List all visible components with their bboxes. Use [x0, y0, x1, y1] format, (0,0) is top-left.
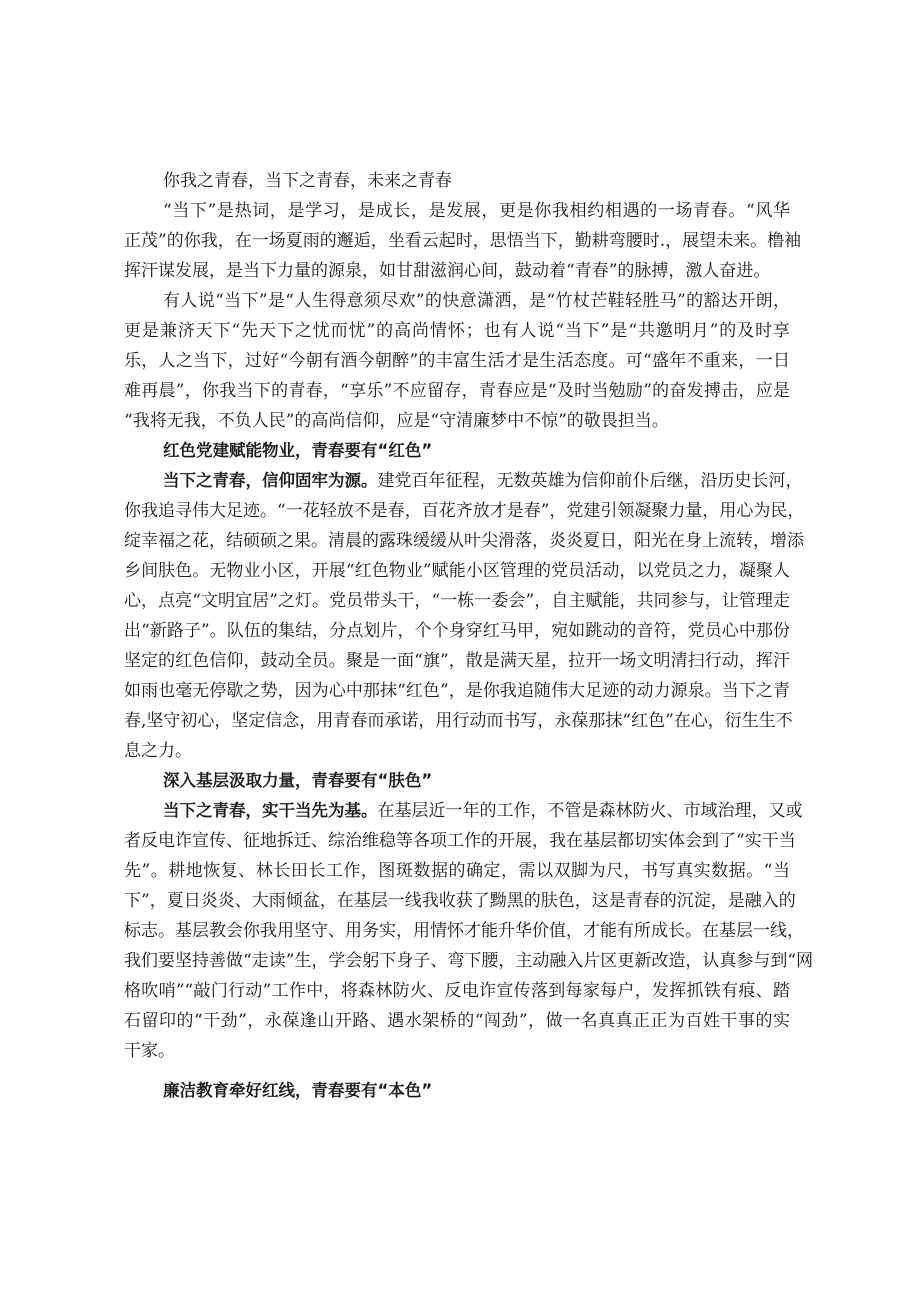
- lead-sentence: 当下之青春，实干当先为基。: [163, 801, 378, 820]
- paragraph-4: [124, 796, 814, 1066]
- text-line: 心，点亮“文明宜居”之灯。党员带头干，“一栋一委会”，自主赋能，共同参与，让管理走: [124, 591, 790, 611]
- text-line: 坚定的红色信仰，鼓动全员。聚是一面“旗”，散是满天星，拉开一场文明清扫行动，挥汗: [124, 651, 790, 671]
- text-line: 春,坚守初心，坚定信念，用青春而承诺，用行动而书写，永葆那抹“红色”在心，衍生生不: [124, 711, 793, 731]
- text-line: 格吹哨”“敲门行动”工作中，将森林防火、反电诈宣传落到每家每户，发挥抓铁有痕、踏: [124, 981, 790, 1001]
- section-heading-red: 红色党建赋能物业，青春要有“红色”: [163, 441, 433, 460]
- text-line: “我将无我，不负人民”的高尚信仰，应是“守清廉梦中不惊”的敬畏担当。: [124, 411, 669, 431]
- text-line: [124, 466, 803, 496]
- text-line: 石留印的“干劲”，永葆逢山开路、遇水架桥的“闯劲”，做一名真真正正为百姓干事的实: [124, 1011, 790, 1031]
- paragraph-1: [124, 196, 802, 286]
- text-line: 你我追寻伟大足迹。“一花轻放不是春，百花齐放才是春”，党建引领凝聚力量，用心为民，: [124, 501, 805, 521]
- text-line: 有人说“当下”是“人生得意须尽欢”的快意潇洒，是“竹杖芒鞋轻胜马”的豁达开朗，: [163, 291, 790, 311]
- text-line: 挥汗谋发展，是当下力量的源泉，如甘甜滋润心间，鼓动着“青春”的脉搏，激人奋进。: [124, 261, 771, 281]
- lead-sentence: 当下之青春，信仰固牢为源。: [163, 471, 378, 490]
- text-line: 息之力。: [124, 741, 192, 761]
- section-heading-true-color: 廉洁教育牵好红线，青春要有“本色”: [163, 1081, 433, 1100]
- text-line: 标志。基层教会你我用坚守、用务实，用情怀才能升华价值，才能有所成长。在基层一线，: [124, 921, 804, 941]
- text-line: 我们要坚持善做“走读”生，学会躬下身子、弯下腰，主动融入片区更新改造，认真参与到“网: [124, 951, 814, 971]
- text-line: 如雨也毫无停歇之势，因为心中那抹“红色”，是你我追随伟大足迹的动力源泉。当下之青: [124, 681, 790, 701]
- text-line: 乐，人之当下，过好“今朝有酒今朝醉”的丰富生活才是生活态度。可“盛年不重来，一日: [124, 351, 790, 371]
- text-line: “当下”是热词，是学习，是成长，是发展，更是你我相约相遇的一场青春。“风华: [163, 201, 790, 221]
- text-line: 干家。: [124, 1041, 175, 1061]
- text-line: 下”，夏日炎炎、大雨倾盆，在基层一线我收获了黝黑的肤色，这是青春的沉淀，是融入的: [124, 891, 796, 911]
- document-body: [124, 166, 814, 1106]
- text-line: 出“新路子”。队伍的集结，分点划片，个个身穿红马甲，宛如跳动的音符，党员心中那份: [124, 621, 790, 641]
- paragraph-3: [124, 466, 805, 766]
- text-line: 乡间肤色。无物业小区，开展“红色物业”赋能小区管理的党员活动，以党员之力，凝聚人: [124, 561, 790, 581]
- text-line: 先”。耕地恢复、林长田长工作，图斑数据的确定，需以双脚为尺，书写真实数据。“当: [124, 861, 790, 881]
- text-run: 在基层近一年的工作，不管是森林防火、市域治理，又或: [377, 801, 803, 821]
- text-line: 难再晨”，你我当下的青春，“享乐”不应留存，青春应是“及时当勉励”的奋发搏击，应是: [124, 381, 790, 401]
- text-line: 更是兼济天下“先天下之忧而忧”的高尚情怀；也有人说“当下”是“共邀明月”的及时享: [124, 321, 790, 341]
- text-line: 正茂”的你我，在一场夏雨的邂逅，坐看云起时，思悟当下，勤耕弯腰时.，展望未来。橹袖: [124, 231, 802, 251]
- text-run: 建党百年征程，无数英雄为信仰前仆后继，沿历史长河，: [377, 471, 803, 491]
- text-line: [124, 796, 803, 826]
- document-title: 你我之青春，当下之青春，未来之青春: [163, 171, 452, 191]
- text-line: 绽幸福之花，结硕硕之果。清晨的露珠缓缓从叶尖滑落，炎炎夏日，阳光在身上流转，增添: [124, 531, 804, 551]
- text-line: 者反电诈宣传、征地拆迁、综治维稳等各项工作的开展，我在基层都切实体会到了“实干当: [124, 831, 796, 851]
- section-heading-skin: 深入基层汲取力量，青春要有“肤色”: [163, 771, 433, 790]
- paragraph-2: [124, 286, 790, 436]
